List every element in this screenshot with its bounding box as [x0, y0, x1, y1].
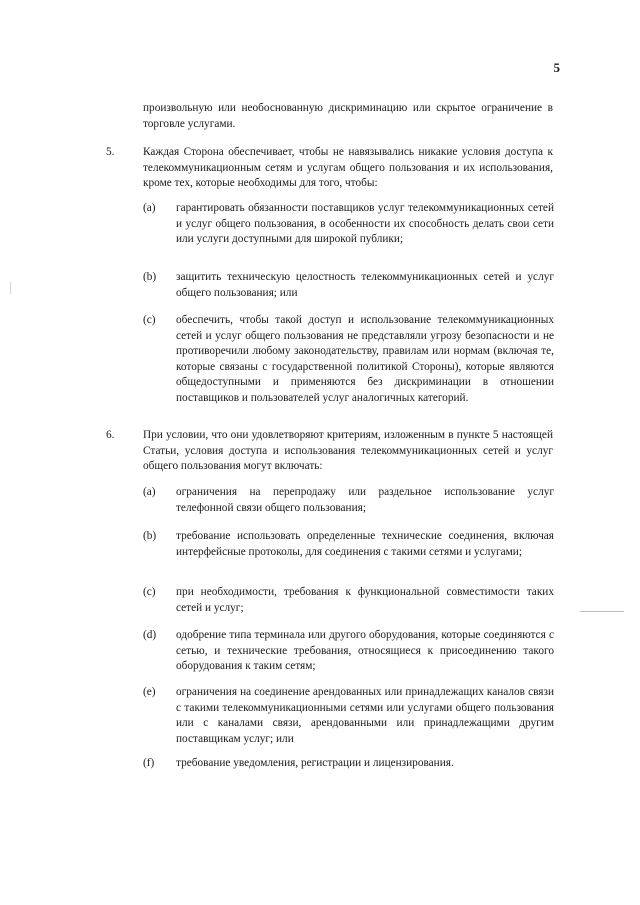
continuation-text: произвольную или необоснованную дискриминацию или скрытое ограничение в торговле услугами. — [143, 102, 553, 130]
scan-mark — [10, 282, 11, 294]
section-6-item-d — [176, 628, 554, 675]
section-5-item-a-text: гарантировать обязанности поставщиков услуг телекоммуникационных сетей и услуг общего пользования, в особенности их способность делать свои сети или услуги доступными для широкой публики; — [176, 202, 554, 246]
section-6-item-c-text: при необходимости, требования к функциональной совместимости таких сетей и услуг; — [176, 586, 554, 614]
page-number: 5 — [553, 60, 560, 75]
section-5-item-a-label: (a) — [143, 202, 156, 214]
section-6-number: 6. — [106, 429, 115, 441]
section-6-item-b-text: требование использовать определенные технические соединения, включая интерфейсные протоколы, для соединения с такими сетями и услугами; — [176, 530, 554, 558]
section-6-item-e-text: ограничения на соединение арендованных или принадлежащих каналов связи с такими телекоммуникационными сетями или услугами общего пользования или с каналами связи, арендованными или принадлежащими другим поставщикам услуг; или — [176, 686, 554, 745]
section-6-intro-text: При условии, что они удовлетворяют критериям, изложенным в пункте 5 настоящей Статьи, условия доступа и использования телекоммуникационных сетей и услуг общего пользования могут включать: — [143, 429, 553, 473]
section-6-item-a-text: ограничения на перепродажу или раздельное использование услуг телефонной связи общего пользования; — [176, 486, 554, 514]
section-6-item-a-label: (a) — [143, 486, 156, 498]
section-6-item-b — [176, 529, 554, 560]
section-6-item-f — [176, 756, 554, 772]
margin-rule — [580, 611, 624, 612]
section-6-item-d-label: (d) — [143, 629, 157, 641]
section-5-item-b-text: защитить техническую целостность телекоммуникационных сетей и услуг общего пользования; или — [176, 271, 554, 299]
section-6-item-a — [176, 485, 554, 516]
section-5-item-a — [176, 201, 554, 248]
section-6-item-b-label: (b) — [143, 530, 157, 542]
section-5-item-b-label: (b) — [143, 271, 157, 283]
section-6-item-c-label: (c) — [143, 586, 156, 598]
section-5-intro — [143, 145, 553, 192]
section-5-item-c-text: обеспечить, чтобы такой доступ и использование телекоммуникационных сетей и услуг общего пользования не представляли угрозу безопасности и не противоречили любому законодательству, правилам или нормам (включая те, которые связаны с государственной политикой Стороны), которые являются общедоступными и применяются без дискриминации в отношении поставщиков и пользователей услуг аналогичных категорий. — [176, 314, 554, 404]
continuation-paragraph — [143, 101, 553, 132]
section-6-intro — [143, 428, 553, 475]
section-6-item-c — [176, 585, 554, 616]
section-6-item-e-label: (e) — [143, 686, 156, 698]
section-5-item-c-label: (c) — [143, 314, 156, 326]
section-6-item-f-label: (f) — [143, 757, 155, 769]
section-5-item-b — [176, 270, 554, 301]
section-6-item-f-text: требование уведомления, регистрации и лицензирования. — [176, 757, 454, 769]
section-5-number: 5. — [106, 146, 115, 158]
section-5-intro-text: Каждая Сторона обеспечивает, чтобы не навязывались никакие условия доступа к телекоммуникационным сетям и услугам общего пользования и их использования, кроме тех, которые необходимы для того, чтобы: — [143, 146, 553, 190]
section-6-item-d-text: одобрение типа терминала или другого оборудования, которые соединяются с сетью, и технические требования, относящиеся к присоединению такого оборудования к таким сетям; — [176, 629, 554, 673]
section-5-item-c — [176, 313, 554, 407]
section-6-item-e — [176, 685, 554, 747]
